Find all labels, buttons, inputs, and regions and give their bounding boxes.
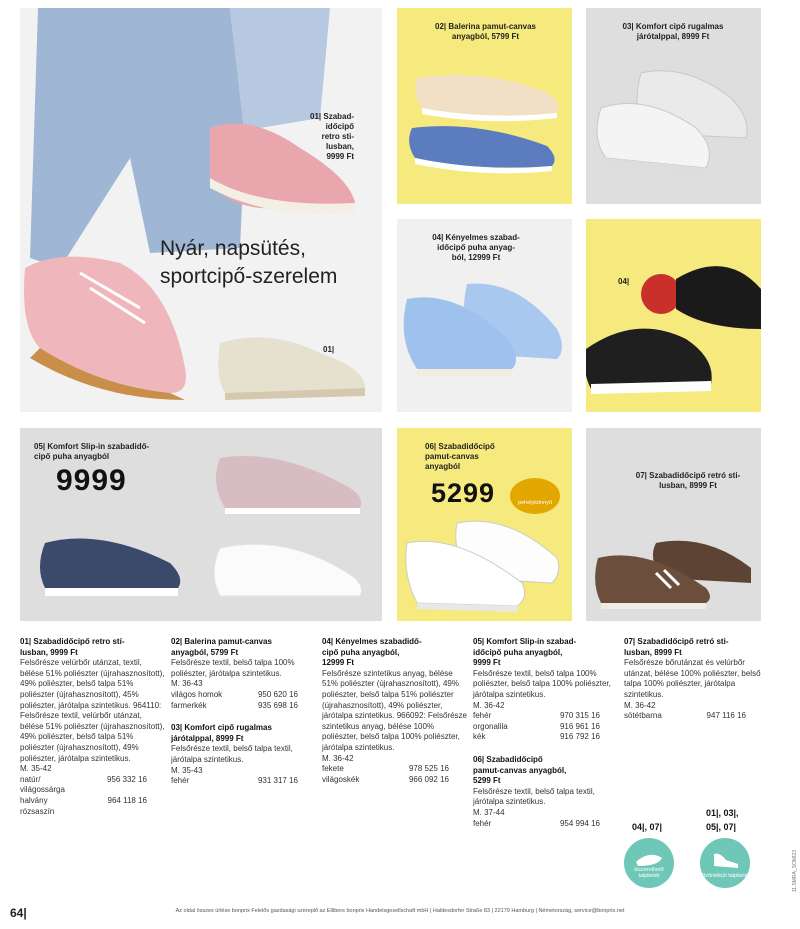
panel-03-caption: 03| Komfort cipő rugalmas járótalppal, 8999 Ft [622, 22, 724, 41]
desc-col-2 [171, 637, 316, 787]
hero-headline [160, 235, 337, 291]
desc-col-5-size: M. 36-42 [624, 700, 656, 710]
desc-col-4-row [473, 732, 618, 743]
color-name: halvány rózsaszín [20, 795, 55, 816]
article-number: 954 994 16 [559, 818, 600, 828]
panel-07 [586, 428, 761, 621]
panel-02-caption: 02| Balerina pamut-canvas anyagból, 5799 Ft [435, 22, 536, 41]
desc-col-4-row [473, 722, 618, 733]
panel-05-price: 9999 [56, 464, 127, 497]
shoe-icon [700, 844, 750, 874]
panel-06 [397, 428, 572, 621]
panel-03 [586, 8, 761, 204]
desc-col-4-size2: M. 37-44 [473, 807, 505, 817]
desc-col-3 [322, 637, 467, 785]
page-number: 64| [10, 906, 27, 920]
article-number: 966 092 16 [408, 774, 449, 784]
laceless-label: fűzőnélküli talpbetét [700, 873, 750, 879]
laceless-badge [700, 838, 750, 888]
desc-col-4 [473, 637, 618, 829]
article-number: 978 525 16 [408, 764, 449, 774]
desc-col-2-row [171, 690, 316, 701]
desc-col-3-size: M. 36-42 [322, 753, 354, 763]
panel-07-caption: 07| Szabadidőcipő retró sti- lusban, 8999 Ft [635, 471, 741, 490]
badge-refs-a: 01|, 03|, [706, 808, 739, 818]
article-number: 935 698 16 [257, 700, 298, 710]
desc-col-5-row [624, 711, 764, 722]
desc-col-5-body: Felsőrésze bőrutánzat és velúrbőr utánzat, bélése 100% poliészter, belső talpa 100% poliészter, járótalpa szintetikus. [624, 658, 761, 699]
desc-col-2-body2: Felsőrésze textil, belső talpa textil, járótalpa szintetikus. [171, 744, 293, 764]
desc-col-4-row [473, 819, 618, 830]
desc-col-1-body: Felsőrésze velúrbőr utánzat, textil, bélése 51% poliészter (újrahasznosított), 49% poliészter, belső talpa 51% poliészter (újrahasznosított), 45% poliészter, járótalpa szintetikus. 964110: Felsőrésze textil, velúrbőr utánzat, bélése 51% poliészter (újrahasznosított), 49% poliészter, belső talpa 51% poliészter (újrahasznosított), 49% poliészter, járótalpa szintetikus. [20, 658, 165, 763]
color-name: fehér [171, 776, 190, 786]
comfort-shoes-image [586, 8, 761, 204]
blue-sneakers-image [397, 219, 572, 412]
color-name: sötétbarna [624, 711, 662, 721]
article-number: 970 315 16 [559, 711, 600, 721]
black-sneakers-image [586, 219, 761, 412]
desc-col-2-size: M. 36-43 [171, 679, 203, 689]
desc-col-4-row [473, 711, 618, 722]
desc-col-5-head: 07| Szabadidőcipő retró sti- lusban, 8999 Ft [624, 637, 729, 657]
color-name: világoskék [322, 774, 360, 784]
desc-col-4-size: M. 36-42 [473, 700, 505, 710]
hero-headline-line2: sportcipő-szerelem [160, 265, 338, 288]
color-name: fekete [322, 764, 344, 774]
hero-label-01b: 01| [323, 345, 335, 354]
removable-insole-label: kiszerelhető talpbetét [634, 867, 664, 879]
article-number: 916 961 16 [559, 721, 600, 731]
lightweight-badge-label: pehelykönnyű [518, 500, 552, 506]
color-name: natúr/ világossárga [20, 774, 65, 795]
color-name: kék [473, 732, 486, 742]
panel-04b-caption: 04| [618, 277, 630, 286]
brown-sneakers-image [586, 428, 761, 621]
desc-col-3-row [322, 775, 467, 786]
hero-panel [20, 8, 382, 412]
removable-insole-badge [624, 838, 674, 888]
color-name: orgonalila [473, 721, 508, 731]
desc-col-2-head: 02| Balerina pamut-canvas anyagból, 5799 Ft [171, 637, 272, 657]
panel-02 [397, 8, 572, 204]
side-code: 11.SMRA_SOMI23 [792, 850, 798, 893]
badge-refs-b: 04|, 07| [632, 822, 663, 832]
hero-label-01: 01| Szabad- időcipő retro sti- lusban, 9999 Ft [310, 112, 355, 161]
panel-06-price: 5299 [431, 478, 496, 508]
desc-col-4-head: 05| Komfort Slip-in szabad- időcipő puha anyagból, 9999 Ft [473, 637, 577, 668]
desc-col-1-size: M. 35-42 [20, 764, 52, 774]
desc-col-2-body: Felsőrésze textil, belső talpa 100% poliészter, járótalpa szintetikus. [171, 658, 295, 678]
panel-05-caption: 05| Komfort Slip-in szabadidő- cipő puha anyagból [34, 442, 150, 461]
badge-refs-c: 05|, 07| [706, 822, 737, 832]
article-number: 950 620 16 [257, 689, 298, 699]
panel-04b [586, 219, 761, 412]
panel-05 [20, 428, 382, 621]
desc-col-1-head: 01| Szabadidőcipő retro stí- lusban, 9999 Ft [20, 637, 125, 657]
desc-col-1-row [20, 775, 165, 796]
panel-06-caption: 06| Szabadidőcipő pamut-canvas anyagból [425, 442, 495, 471]
desc-col-2-row [171, 701, 316, 712]
color-name: fehér [473, 711, 492, 721]
article-number: 916 792 16 [559, 732, 600, 742]
article-number: 931 317 16 [257, 776, 298, 786]
slipin-shoes-image [20, 428, 382, 621]
article-number: 947 116 16 [706, 711, 746, 721]
ballerina-shoes-image [397, 8, 572, 204]
color-name: farmerkék [171, 700, 207, 710]
desc-col-2-row [171, 776, 316, 787]
desc-col-4-body2: Felsőrésze textil, belső talpa textil, járótalpa szintetikus. [473, 786, 595, 807]
desc-col-4-head2: 06| Szabadidőcipő pamut-canvas anyagból, 5299 Ft [473, 754, 567, 786]
color-name: fehér [473, 818, 492, 828]
desc-col-1 [20, 637, 165, 817]
desc-col-2-head2: 03| Komfort cipő rugalmas járótalppal, 8999 Ft [171, 723, 272, 743]
desc-col-2-size2: M. 35-43 [171, 765, 203, 775]
hero-headline-line1: Nyár, napsütés, [160, 237, 306, 260]
desc-col-3-row [322, 764, 467, 775]
color-name: világos homok [171, 689, 223, 699]
panel-04 [397, 219, 572, 412]
desc-col-1-row [20, 796, 165, 817]
desc-col-3-head: 04| Kényelmes szabadidő- cipő puha anyagból, 12999 Ft [322, 637, 422, 668]
footer-legal-text: Az oldal összes ürlése bonprix Felelős gazdasági szereplő az Ellibers bonprix Handelsgesellschaft mbH | Haldesdorfer Straße 83 | 22179 Hamburg | Németország, service@bonprix.net [175, 908, 625, 914]
panel-04-caption: 04| Kényelmes szabad- időcipő puha anyag- ból, 12999 Ft [432, 233, 520, 262]
canvas-sneakers-image [397, 428, 572, 621]
desc-col-3-body: Felsőrésze szintetikus anyag, bélése 51% poliészter (újrahasznosított), 49% poliészter, belső talpa 51% poliészter (újrahasznosított), 49% poliészter, járótalpa szintetikus. 966092: Felsőrésze szintetikus anyag, bélése 100% poliészter, belső talpa 100% poliészter, járótalpa szintetikus. [322, 668, 467, 752]
article-number: 956 332 16 [106, 774, 147, 784]
desc-col-4-body: Felsőrésze textil, belső talpa 100% poliészter, belső talpa 100% poliészter, járótalpa szintetikus. [473, 668, 611, 699]
desc-col-5 [624, 637, 764, 722]
article-number: 964 118 16 [107, 795, 147, 805]
